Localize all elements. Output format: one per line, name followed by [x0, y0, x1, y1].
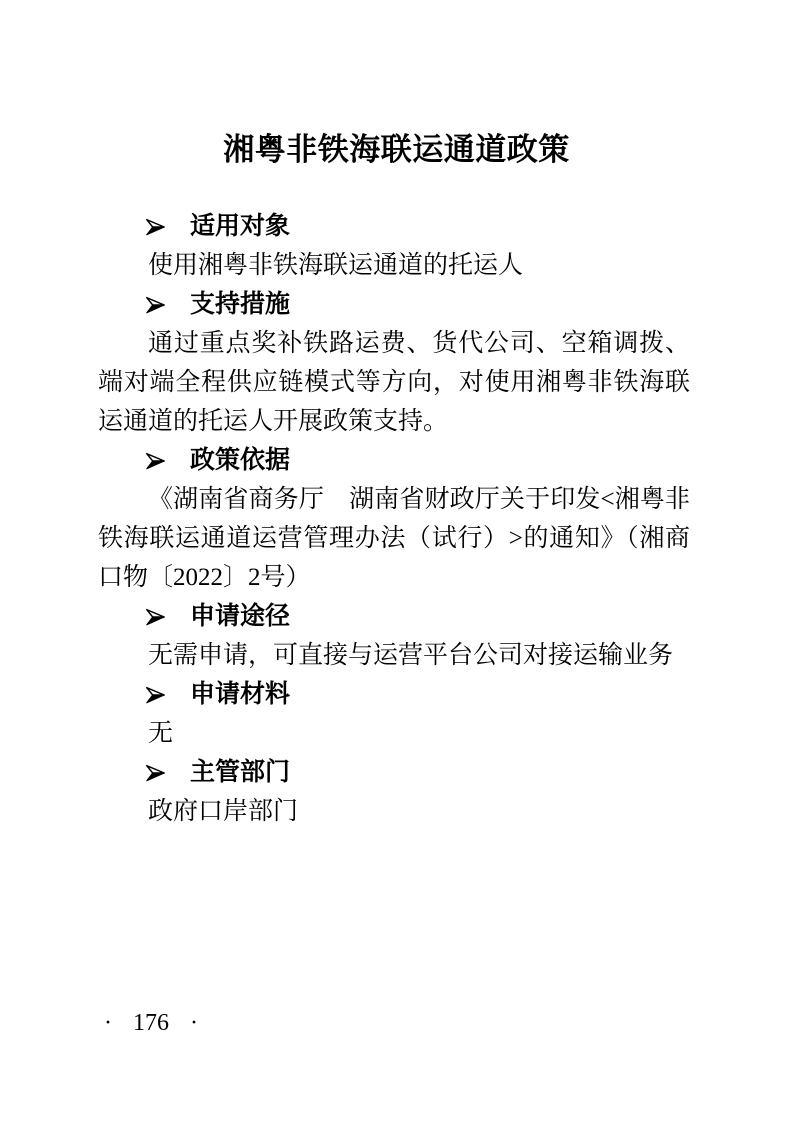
document-content — [98, 207, 690, 831]
section-heading-application-channel — [98, 597, 690, 636]
section-body: 使用湘粤非铁海联运通道的托运人 — [148, 252, 524, 279]
section-heading-applicable-targets — [98, 207, 690, 246]
section-body: 通过重点奖补铁路运费、货代公司、空箱调拨、端对端全程供应链模式等方向，对使用湘粤非铁海联运通道的托运人开展政策支持。 — [98, 330, 690, 435]
section-heading-policy-basis — [98, 441, 690, 480]
section-body: 《湖南省商务厅 湖南省财政厅关于印发<湘粤非铁海联运通道运营管理办法（试行）>的通知》（湘商口物〔2022〕2号） — [98, 486, 690, 591]
section-heading-label: 申请材料 — [190, 680, 291, 708]
section-body: 无需申请，可直接与运营平台公司对接运输业务 — [148, 642, 674, 669]
page-footer — [104, 1008, 198, 1038]
page-number: 176 — [133, 1010, 169, 1036]
arrow-bullet-icon — [144, 606, 166, 628]
section-heading-label: 适用对象 — [190, 212, 291, 240]
arrow-bullet-icon — [144, 294, 166, 316]
section-heading-competent-department — [98, 753, 690, 792]
section-heading-label: 支持措施 — [190, 290, 291, 318]
arrow-bullet-icon — [144, 450, 166, 472]
section-body: 无 — [148, 720, 174, 747]
section-heading-label: 主管部门 — [190, 758, 291, 786]
footer-left-dot: · — [104, 1010, 112, 1036]
section-body: 政府口岸部门 — [148, 798, 299, 825]
arrow-bullet-icon — [144, 762, 166, 784]
arrow-bullet-icon — [144, 684, 166, 706]
footer-right-dot: · — [190, 1010, 198, 1036]
arrow-bullet-icon — [144, 216, 166, 238]
section-heading-label: 政策依据 — [190, 446, 291, 474]
section-heading-label: 申请途径 — [190, 602, 291, 630]
page-title: 湘粤非铁海联运通道政策 — [223, 132, 570, 167]
section-heading-application-materials — [98, 675, 690, 714]
section-heading-support-measures — [98, 285, 690, 324]
